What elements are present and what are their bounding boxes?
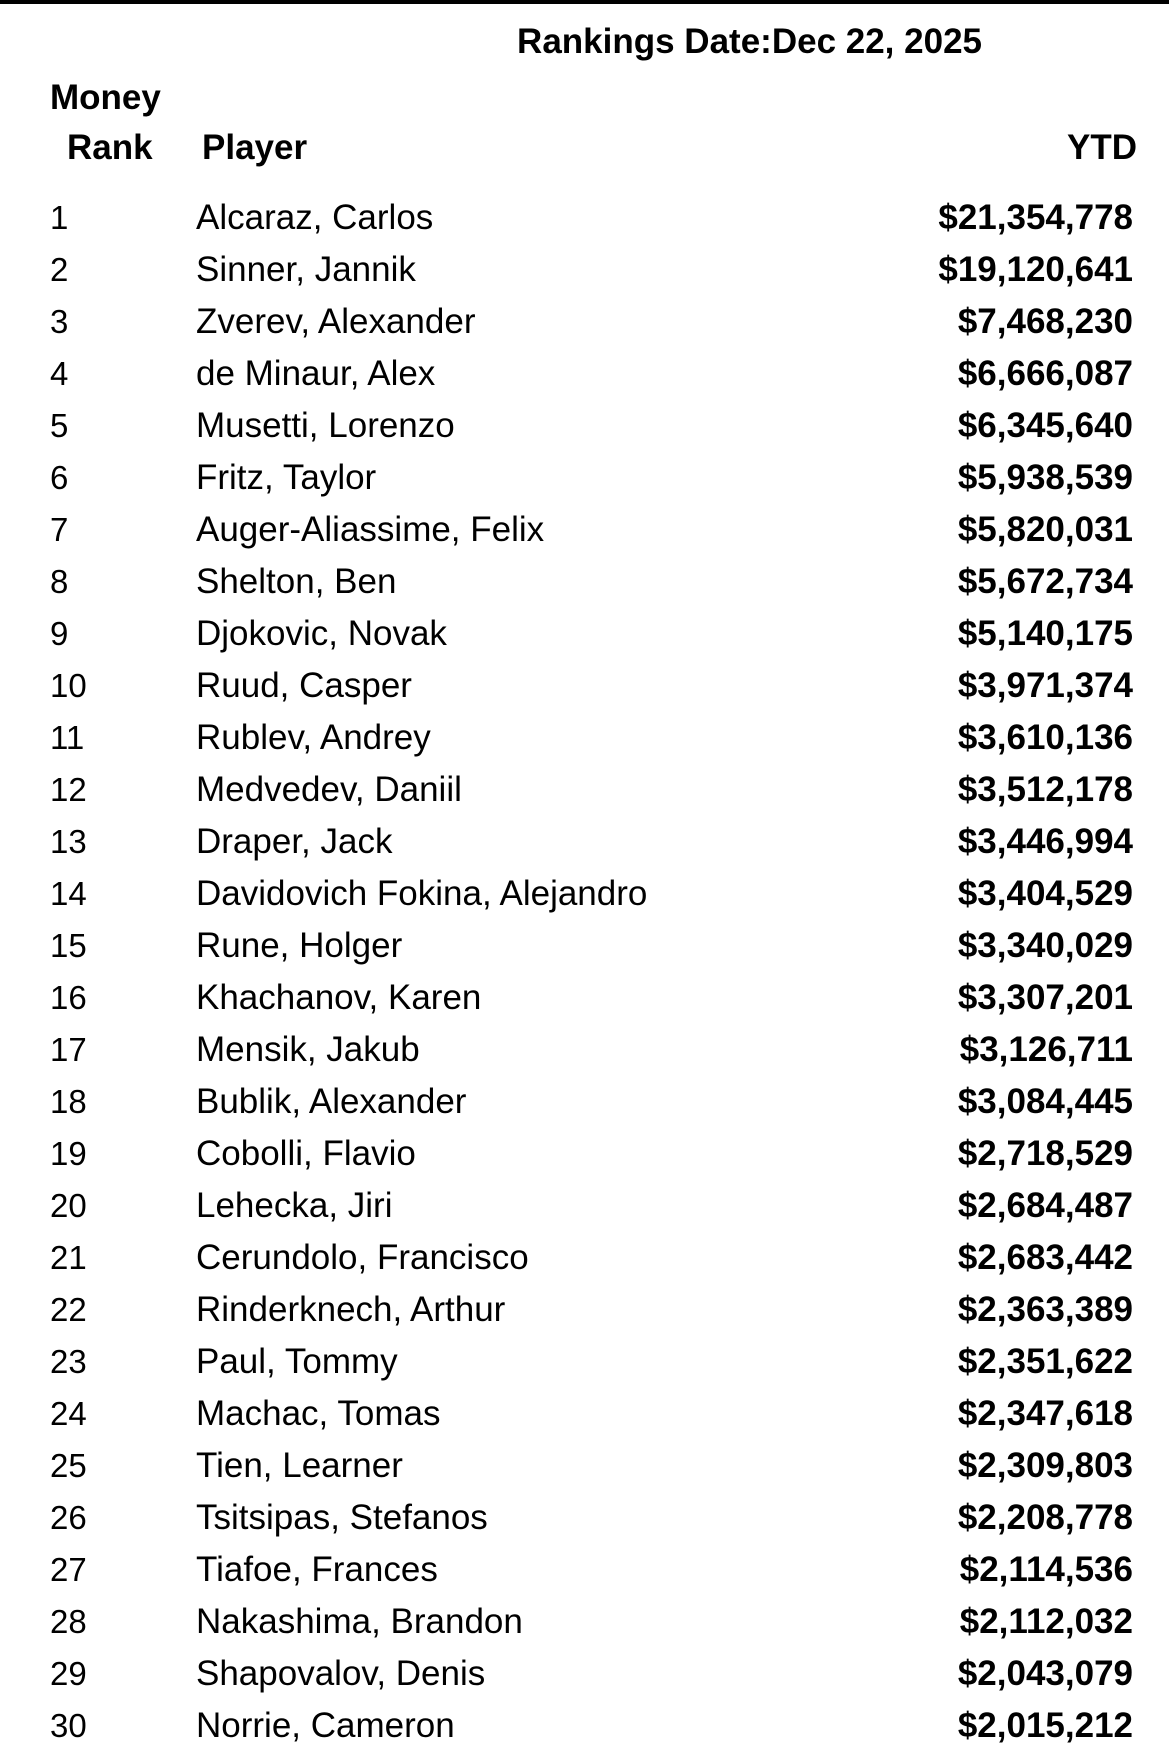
table-row: [0, 1648, 1169, 1700]
ytd-earnings-cell: $2,718,529: [957, 1134, 1133, 1173]
ytd-earnings-cell: $3,340,029: [957, 926, 1133, 965]
player-name-cell: Zverev, Alexander: [196, 302, 476, 341]
ytd-earnings-cell: $2,363,389: [957, 1290, 1133, 1329]
ytd-earnings-cell: $3,971,374: [957, 666, 1133, 705]
rank-cell: 3: [50, 303, 69, 340]
table-row: [0, 1232, 1169, 1284]
table-row: [0, 1596, 1169, 1648]
player-name-cell: Tien, Learner: [196, 1446, 403, 1485]
table-row: [0, 1440, 1169, 1492]
rank-cell: 27: [50, 1551, 87, 1588]
table-row: [0, 1700, 1169, 1752]
ytd-earnings-cell: $2,309,803: [957, 1446, 1133, 1485]
table-row: [0, 452, 1169, 504]
rankings-table-body: [0, 192, 1169, 1752]
column-header-money: Money: [50, 78, 161, 117]
ytd-earnings-cell: $5,820,031: [957, 510, 1133, 549]
rank-cell: 28: [50, 1603, 87, 1640]
player-name-cell: Alcaraz, Carlos: [196, 198, 434, 237]
rank-cell: 25: [50, 1447, 87, 1484]
ytd-earnings-cell: $2,112,032: [959, 1602, 1133, 1641]
table-row: [0, 400, 1169, 452]
player-name-cell: Auger-Aliassime, Felix: [196, 510, 545, 549]
ytd-earnings-cell: $2,683,442: [957, 1238, 1133, 1277]
ytd-earnings-cell: $2,208,778: [957, 1498, 1133, 1537]
rank-cell: 24: [50, 1395, 87, 1432]
column-header-rank: Rank: [67, 128, 153, 167]
rank-cell: 13: [50, 823, 87, 860]
player-name-cell: Cobolli, Flavio: [196, 1134, 416, 1173]
top-border-rule: [0, 0, 1169, 4]
player-name-cell: Nakashima, Brandon: [196, 1602, 523, 1641]
rank-cell: 5: [50, 407, 69, 444]
table-row: [0, 764, 1169, 816]
table-row: [0, 192, 1169, 244]
player-name-cell: Shapovalov, Denis: [196, 1654, 486, 1693]
rank-cell: 8: [50, 563, 69, 600]
ytd-earnings-cell: $5,140,175: [957, 614, 1133, 653]
ytd-earnings-cell: $19,120,641: [938, 250, 1133, 289]
player-name-cell: Shelton, Ben: [196, 562, 397, 601]
rank-cell: 12: [50, 771, 87, 808]
rank-cell: 4: [50, 355, 69, 392]
table-row: [0, 608, 1169, 660]
table-row: [0, 712, 1169, 764]
ytd-earnings-cell: $7,468,230: [957, 302, 1133, 341]
table-row: [0, 1180, 1169, 1232]
player-name-cell: Cerundolo, Francisco: [196, 1238, 529, 1277]
rank-cell: 29: [50, 1655, 87, 1692]
table-row: [0, 348, 1169, 400]
player-name-cell: Musetti, Lorenzo: [196, 406, 455, 445]
column-header-player: Player: [202, 128, 308, 167]
player-name-cell: Paul, Tommy: [196, 1342, 398, 1381]
player-name-cell: Tiafoe, Frances: [196, 1550, 438, 1589]
table-row: [0, 920, 1169, 972]
ytd-earnings-cell: $2,351,622: [957, 1342, 1133, 1381]
player-name-cell: Draper, Jack: [196, 822, 393, 861]
rank-cell: 23: [50, 1343, 87, 1380]
column-header-ytd: YTD: [1067, 128, 1137, 167]
ytd-earnings-cell: $6,345,640: [957, 406, 1133, 445]
table-row: [0, 1336, 1169, 1388]
rank-cell: 19: [50, 1135, 87, 1172]
table-row: [0, 1128, 1169, 1180]
player-name-cell: Mensik, Jakub: [196, 1030, 420, 1069]
ytd-earnings-cell: $3,126,711: [959, 1030, 1133, 1069]
rank-cell: 10: [50, 667, 87, 704]
rank-cell: 30: [50, 1707, 87, 1744]
ytd-earnings-cell: $3,404,529: [957, 874, 1133, 913]
ytd-earnings-cell: $2,347,618: [957, 1394, 1133, 1433]
rank-cell: 7: [50, 511, 69, 548]
rank-cell: 21: [50, 1239, 87, 1276]
table-row: [0, 1076, 1169, 1128]
player-name-cell: Djokovic, Novak: [196, 614, 447, 653]
ytd-earnings-cell: $2,015,212: [957, 1706, 1133, 1745]
player-name-cell: Medvedev, Daniil: [196, 770, 462, 809]
ytd-earnings-cell: $2,684,487: [957, 1186, 1133, 1225]
rank-cell: 17: [50, 1031, 87, 1068]
table-row: [0, 504, 1169, 556]
ytd-earnings-cell: $6,666,087: [957, 354, 1133, 393]
ytd-earnings-cell: $5,938,539: [957, 458, 1133, 497]
ytd-earnings-cell: $5,672,734: [957, 562, 1133, 601]
player-name-cell: Lehecka, Jiri: [196, 1186, 393, 1225]
rank-cell: 9: [50, 615, 69, 652]
player-name-cell: Rublev, Andrey: [196, 718, 431, 757]
player-name-cell: de Minaur, Alex: [196, 354, 436, 393]
ytd-earnings-cell: $3,610,136: [957, 718, 1133, 757]
player-name-cell: Ruud, Casper: [196, 666, 412, 705]
table-row: [0, 556, 1169, 608]
player-name-cell: Davidovich Fokina, Alejandro: [196, 874, 648, 913]
ytd-earnings-cell: $21,354,778: [938, 198, 1133, 237]
rank-cell: 15: [50, 927, 87, 964]
rank-cell: 18: [50, 1083, 87, 1120]
player-name-cell: Rinderknech, Arthur: [196, 1290, 506, 1329]
rank-cell: 16: [50, 979, 87, 1016]
rank-cell: 20: [50, 1187, 87, 1224]
table-row: [0, 244, 1169, 296]
table-row: [0, 1544, 1169, 1596]
ytd-earnings-cell: $3,446,994: [957, 822, 1133, 861]
table-row: [0, 1492, 1169, 1544]
rankings-date: Rankings Date:Dec 22, 2025: [517, 22, 982, 61]
rank-cell: 6: [50, 459, 69, 496]
ytd-earnings-cell: $2,043,079: [957, 1654, 1133, 1693]
table-row: [0, 1024, 1169, 1076]
rank-cell: 22: [50, 1291, 87, 1328]
player-name-cell: Sinner, Jannik: [196, 250, 416, 289]
rank-cell: 1: [50, 199, 69, 236]
table-row: [0, 296, 1169, 348]
rank-cell: 11: [50, 719, 85, 756]
rank-cell: 2: [50, 251, 69, 288]
table-row: [0, 660, 1169, 712]
rank-cell: 14: [50, 875, 87, 912]
player-name-cell: Rune, Holger: [196, 926, 403, 965]
player-name-cell: Bublik, Alexander: [196, 1082, 467, 1121]
ytd-earnings-cell: $2,114,536: [959, 1550, 1133, 1589]
player-name-cell: Tsitsipas, Stefanos: [196, 1498, 488, 1537]
ytd-earnings-cell: $3,307,201: [957, 978, 1133, 1017]
player-name-cell: Fritz, Taylor: [196, 458, 377, 497]
player-name-cell: Machac, Tomas: [196, 1394, 441, 1433]
ytd-earnings-cell: $3,512,178: [957, 770, 1133, 809]
ytd-earnings-cell: $3,084,445: [957, 1082, 1133, 1121]
table-row: [0, 1388, 1169, 1440]
rank-cell: 26: [50, 1499, 87, 1536]
table-row: [0, 1284, 1169, 1336]
player-name-cell: Khachanov, Karen: [196, 978, 482, 1017]
table-row: [0, 972, 1169, 1024]
player-name-cell: Norrie, Cameron: [196, 1706, 455, 1745]
table-row: [0, 868, 1169, 920]
table-row: [0, 816, 1169, 868]
